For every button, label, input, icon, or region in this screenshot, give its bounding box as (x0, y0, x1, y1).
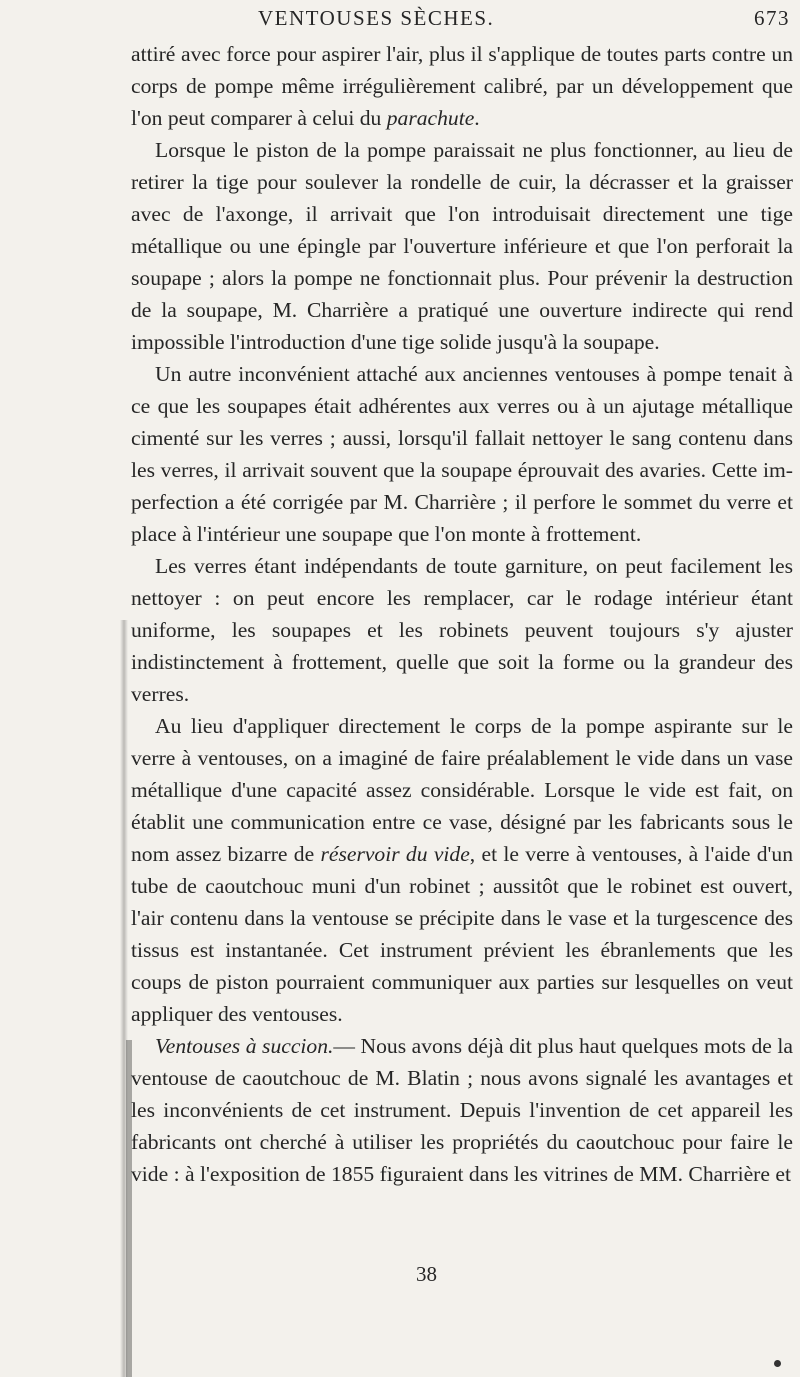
binding-shadow-dark (126, 1040, 132, 1377)
italic-term: réservoir du vide (320, 842, 470, 866)
paragraph (131, 38, 793, 134)
paragraph (131, 550, 793, 710)
running-title: VENTOUSES SÈCHES. (258, 6, 495, 30)
running-header (132, 6, 792, 36)
text-segment: Lorsque le piston de la pompe paraissait ne plus fonctionner, au lieu de retirer la tige pour soulever la rondelle de cuir, la décrasser et la graisser avec de l'axonge, il arrivait que l'on introduisait directement une tige métallique ou une épingle par l'ouverture inférieure et que l'on perforait la soupape ; alors la pompe ne fonctionnait plus. Pour prévenir la destruction de la soupape, M. Charrière a pratiqué une ouverture indirecte qui rend impossible l'introduction d'une tige solide jusqu'à la soupape. (131, 138, 793, 354)
text-segment: Au lieu d'appliquer directement le corps de la pompe aspirante sur le verre à ventouses, on a imaginé de faire préalablement le vide dans un vase métallique d'une capacité assez considérable. Lorsque le vide est fait, on établit une communication entre ce vase, désigné par les fabricants sous le nom assez bizarre de (131, 714, 793, 866)
paragraph (131, 358, 793, 550)
body-text (131, 38, 793, 1190)
text-segment: attiré avec force pour aspirer l'air, plus il s'applique de toutes parts contre un corps de pompe même irrégulièrement calibré, par un développement que l'on peut comparer à celui du (131, 42, 793, 130)
text-segment: . (474, 106, 480, 130)
text-segment: , et le verre à ventouses, à l'aide d'un tube de caoutchouc muni d'un robinet ; aussitôt que le robinet est ouvert, l'air contenu dans la ventouse se précipite dans le vase et la turgescence des tissus est instantanée. Cet instrument prévient les ébranlements que les coups de piston pourraient communiquer aux parties sur lesquelles on veut appliquer des ventouses. (131, 842, 793, 1026)
paragraph (131, 710, 793, 1030)
page-number: 673 (754, 6, 790, 30)
text-segment: — Nous avons déjà dit plus haut quelques mots de la ventouse de caoutchouc de M. Blatin ; nous avons signalé les avantages et les inconvénients de cet instrument. Depuis l'invention de cet appareil les fabricants ont cherché à utiliser les propriétés du caoutchouc pour faire le vide : à l'exposition de 1855 figuraient dans les vitrines de MM. Charrière et (131, 1034, 794, 1186)
text-segment: Les verres étant indépendants de toute garniture, on peut facilement les nettoyer : on peut encore les remplacer, car le rodage intérieur étant uniforme, les soupapes et les robinets peuvent toujours s'y ajuster indistinctement à frottement, quelle que soit la forme ou la grandeur des verres. (131, 554, 793, 706)
paragraph (131, 134, 793, 358)
section-heading: Ventouses à succion. (155, 1034, 334, 1058)
text-segment: Un autre inconvénient attaché aux anciennes ventouses à pompe tenait à ce que les soupapes était adhérentes aux verres ou à un ajutage métallique cimenté sur les verres ; aussi, lorsqu'il fallait nettoyer le sang contenu dans les verres, il arrivait souvent que la soupape éprouvait des avaries. Cette imperfection a été corrigée par M. Charrière ; il perfore le sommet du verre et place à l'intérieur une soupape que l'on monte à frottement. (131, 362, 793, 546)
signature-mark: 38 (416, 1262, 437, 1286)
paragraph (131, 1030, 793, 1190)
ink-spot (774, 1360, 781, 1367)
italic-term: parachute (386, 106, 475, 130)
